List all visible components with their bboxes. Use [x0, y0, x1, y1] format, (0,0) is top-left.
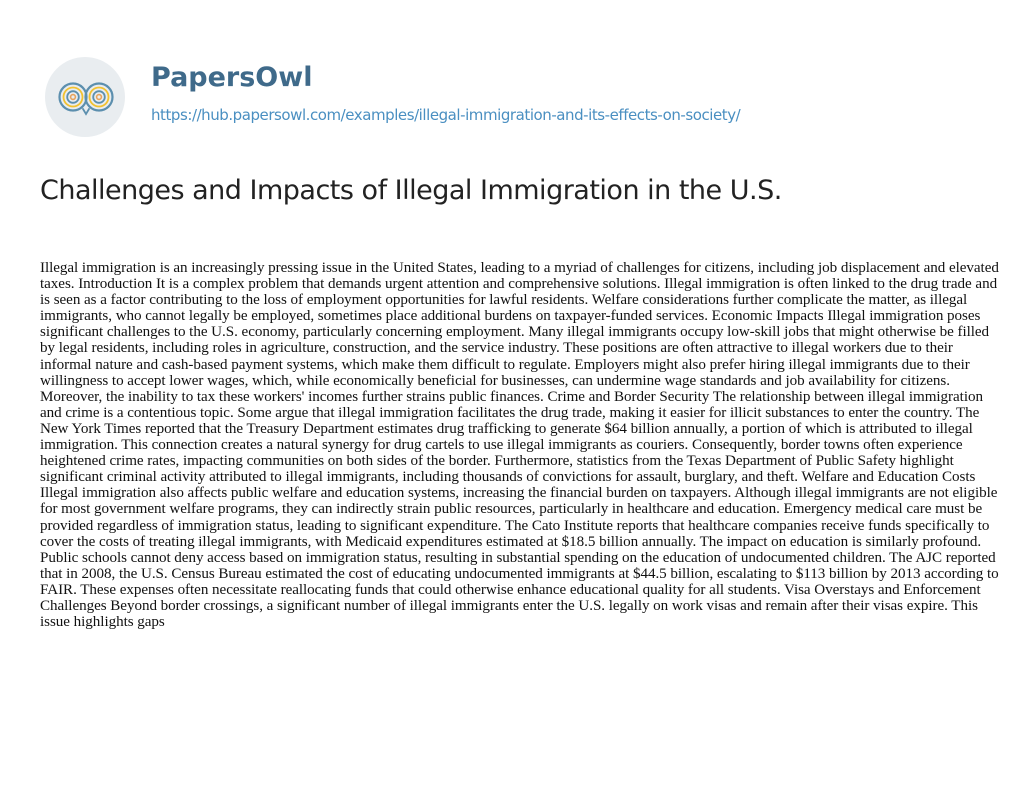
site-header	[40, 57, 1000, 137]
brand-name[interactable]: PapersOwl	[151, 62, 313, 93]
source-url-link[interactable]: https://hub.papersowl.com/examples/illegal-immigration-and-its-effects-on-society/	[151, 106, 741, 124]
article-body: Illegal immigration is an increasingly pressing issue in the United States, leading to a myriad of challenges for citizens, including job displacement and elevated taxes. Introduction It is a complex problem that demands urgent attention and comprehensive solutions. Illegal immigration is often linked to the drug trade and is seen as a factor contributing to the loss of employment opportunities for lawful residents. Welfare considerations further complicate the matter, as illegal immigrants, who cannot legally be employed, sometimes place additional burdens on taxpayer-funded services. Economic Impacts Illegal immigration poses significant challenges to the U.S. economy, particularly concerning employment. Many illegal immigrants occupy low-skill jobs that might otherwise be filled by legal residents, including roles in agriculture, construction, and the service industry. These positions are often attractive to illegal workers due to their informal nature and cash-based payment systems, which make them difficult to regulate. Employers might also prefer hiring illegal immigrants due to their willingness to accept lower wages, which, while economically beneficial for businesses, can undermine wage standards and job availability for citizens. Moreover, the inability to tax these workers' incomes further strains public finances. Crime and Border Security The relationship between illegal immigration and crime is a contentious topic. Some argue that illegal immigration facilitates the drug trade, making it easier for illicit substances to enter the country. The New York Times reported that the Treasury Department estimates drug trafficking to generate $64 billion annually, a portion of which is attributed to illegal immigration. This connection creates a natural synergy for drug cartels to use illegal immigrants as couriers. Consequently, border towns often experience heightened crime rates, impacting communities on both sides of the border. Furthermore, statistics from the Texas Department of Public Safety highlight significant criminal activity attributed to illegal immigrants, including thousands of convictions for assault, burglary, and theft. Welfare and Education Costs Illegal immigration also affects public welfare and education systems, increasing the financial burden on taxpayers. Although illegal immigrants are not eligible for most government welfare programs, they can indirectly strain public resources, particularly in healthcare and education. Emergency medical care must be provided regardless of immigration status, leading to significant expenditure. The Cato Institute reports that healthcare companies receive funds specifically to cover the costs of treating illegal immigrants, with Medicaid expenditures estimated at $18.5 billion annually. The impact on education is similarly profound. Public schools cannot deny access based on immigration status, resulting in substantial spending on the education of undocumented children. The AJC reported that in 2008, the U.S. Census Bureau estimated the cost of educating undocumented immigrants at $44.5 billion, escalating to $113 billion by 2013 according to FAIR. These expenses often necessitate reallocating funds that could otherwise enhance educational quality for all students. Visa Overstays and Enforcement Challenges Beyond border crossings, a significant number of illegal immigrants enter the U.S. legally on work visas and remain after their visas expire. This issue highlights gaps	[40, 260, 999, 631]
article-title: Challenges and Impacts of Illegal Immigration in the U.S.	[40, 175, 782, 206]
owl-eyes-logo-icon[interactable]	[40, 57, 146, 137]
